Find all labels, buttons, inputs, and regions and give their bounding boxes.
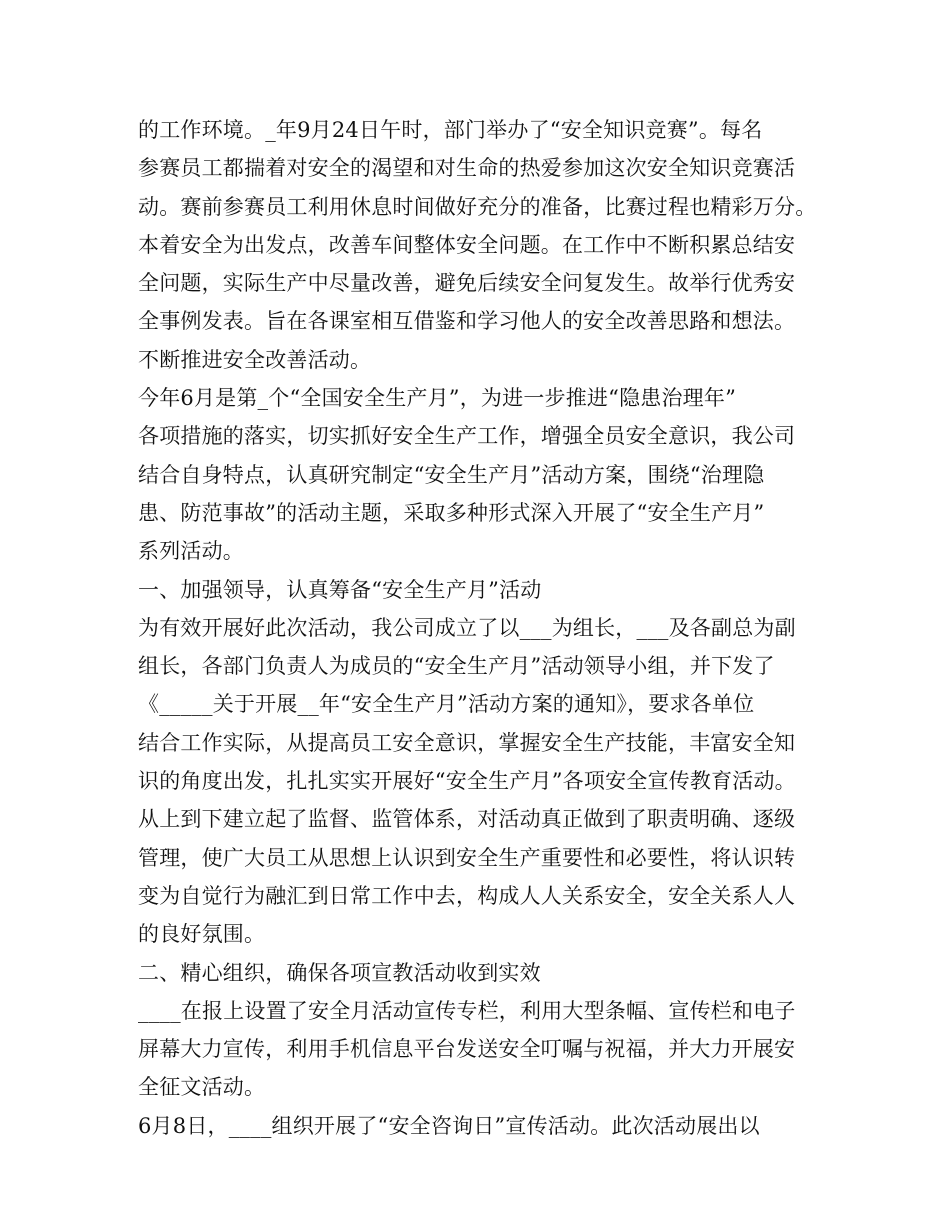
section-heading: 二、精心组织，确保各项宣教活动收到实效 <box>138 960 541 985</box>
text-line: 系列活动。 <box>138 539 244 564</box>
text-line: 本着安全为出发点，改善车间整体安全问题。在工作中不断积累总结安 <box>138 232 796 257</box>
text-line: 的工作环境。_年9月24日午时，部门举办了“安全知识竞赛”。每名 <box>138 118 763 142</box>
text-line: 各项措施的落实，切实抓好安全生产工作，增强全员安全意识，我公司 <box>138 424 796 449</box>
text-line: 全事例发表。旨在各课室相互借鉴和学习他人的安全改善思路和想法。 <box>138 309 796 334</box>
text-line: 全征文活动。 <box>138 1075 266 1100</box>
text-line: 不断推进安全改善活动。 <box>138 347 372 372</box>
text-line: 参赛员工都揣着对安全的渴望和对生命的热爱参加这次安全知识竞赛活 <box>138 156 796 181</box>
document-body <box>138 111 838 1145</box>
text-line: 结合自身特点，认真研究制定“安全生产月”活动方案，围绕“治理隐 <box>138 462 765 487</box>
text-line: 动。赛前参赛员工利用休息时间做好充分的准备，比赛过程也精彩万分。 <box>138 194 817 219</box>
text-line: 的良好氛围。 <box>138 922 266 947</box>
text-line: 《_____关于开展__年“安全生产月”活动方案的通知》，要求各单位 <box>138 692 755 717</box>
text-line: 组长，各部门负责人为成员的“安全生产月”活动领导小组，并下发了 <box>138 654 775 679</box>
text-line: 屏幕大力宣传，利用手机信息平台发送安全叮嘱与祝福，并大力开展安 <box>138 1037 796 1062</box>
text-line: 变为自觉行为融汇到日常工作中去，构成人人关系安全，安全关系人人 <box>138 883 796 908</box>
text-line: 管理，使广大员工从思想上认识到安全生产重要性和必要性，将认识转 <box>138 845 796 870</box>
text-line: 为有效开展好此次活动，我公司成立了以___为组长，___及各副总为副 <box>138 615 796 640</box>
text-line: 识的角度出发，扎扎实实开展好“安全生产月”各项安全宣传教育活动。 <box>138 769 796 794</box>
text-line: 结合工作实际，从提高员工安全意识，掌握安全生产技能，丰富安全知 <box>138 730 796 755</box>
text-line: ____在报上设置了安全月活动宣传专栏，利用大型条幅、宣传栏和电子 <box>138 998 796 1023</box>
text-line: 全问题，实际生产中尽量改善，避免后续安全问复发生。故举行优秀安 <box>138 271 796 296</box>
text-line: 今年6月是第_个“全国安全生产月”，为进一步推进“隐患治理年” <box>138 386 737 411</box>
text-line: 6月8日，____组织开展了“安全咨询日”宣传活动。此次活动展出以 <box>138 1113 760 1138</box>
section-heading: 一、加强领导，认真筹备“安全生产月”活动 <box>138 577 542 602</box>
text-line: 患、防范事故”的活动主题，采取多种形式深入开展了“安全生产月” <box>138 500 765 525</box>
text-line: 从上到下建立起了监督、监管体系，对活动真正做到了职责明确、逐级 <box>138 807 796 832</box>
